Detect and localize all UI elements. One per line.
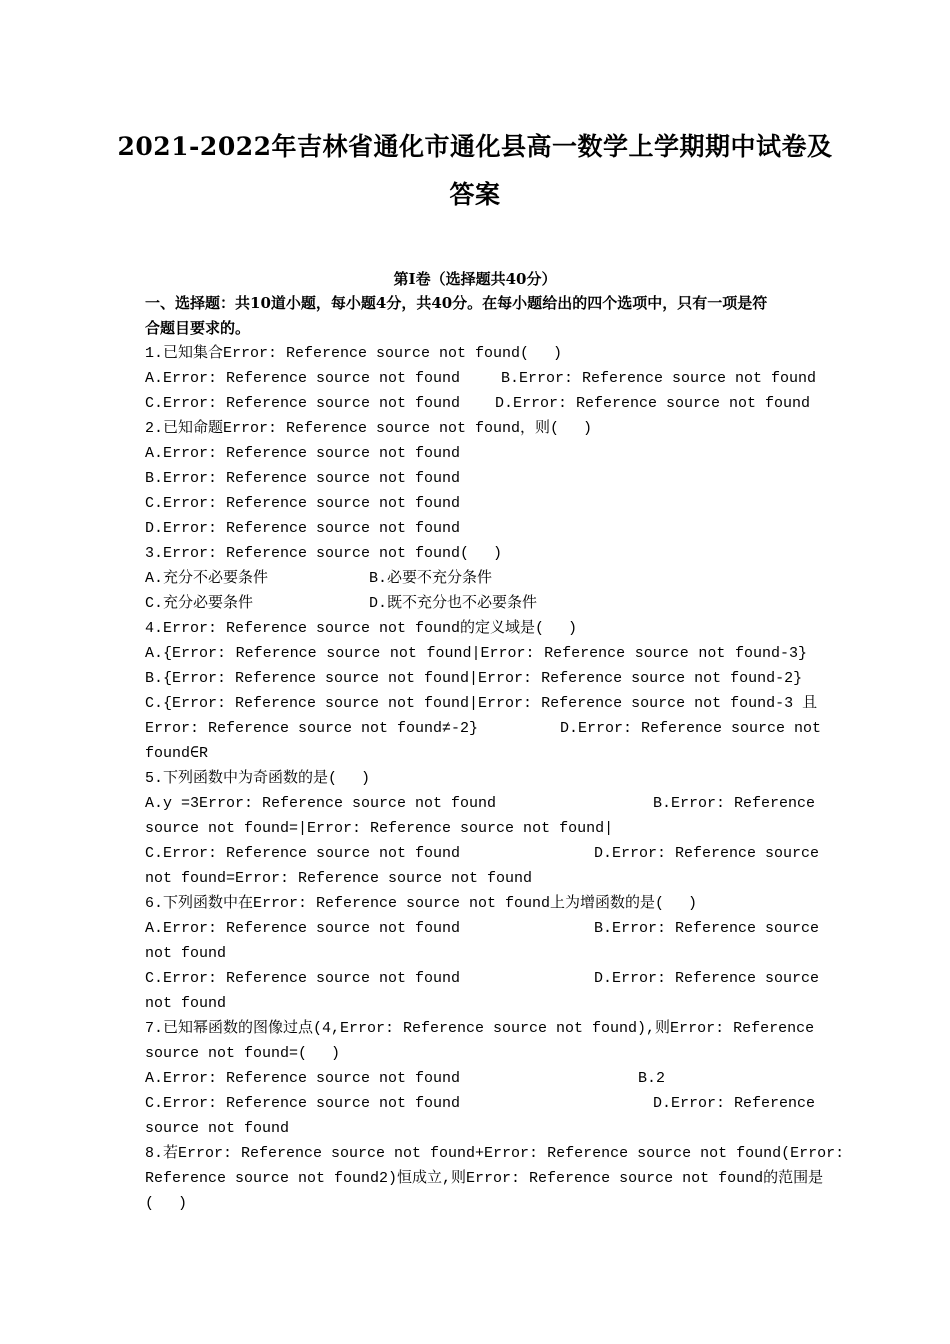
question-6-option-d-line-2: not found [145,995,227,1012]
question-7-option-d-line-2: source not found [145,1120,290,1137]
question-1-options-row-2 [145,391,811,416]
question-6-option-c: C.Error: Reference source not found [145,970,461,987]
question-5-option-b-line-1: B.Error: Reference [653,795,816,812]
question-6-stem: 6.下列函数中在Error: Reference source not found上为增函数的是( ) [145,895,698,912]
question-8-stem-line-1: 8.若Error: Reference source not found+Error: Reference source not found(Error: [145,1145,845,1162]
question-7-options-row-1 [145,1066,807,1091]
question-5-options-row-1 [145,791,816,816]
question-6-option-a: A.Error: Reference source not found [145,920,461,937]
question-6-option-d-line-1: D.Error: Reference source [594,970,820,987]
question-2-stem: 2.已知命题Error: Reference source not found，则( ) [145,420,593,437]
instructions-line-1: 一、选择题：共10道小题，每小题4分，共40分。在每小题给出的四个选项中，只有一项是符 [145,294,768,312]
question-7-stem-line-1: 7.已知幂函数的图像过点(4,Error: Reference source not found),则Error: Reference [145,1020,815,1037]
question-5-option-d-line-2: not found=Error: Reference source not found [145,870,533,887]
question-5-option-a: A.y =3Error: Reference source not found [145,795,497,812]
question-4-stem: 4.Error: Reference source not found的定义域是( ) [145,620,578,637]
question-2-option-b: B.Error: Reference source not found [145,470,461,487]
question-1-stem: 1.已知集合Error: Reference source not found( ) [145,345,563,362]
question-3-stem: 3.Error: Reference source not found( ) [145,545,503,562]
question-4-option-c-line-1: C.{Error: Reference source not found|Error: Reference source not found-3 且 [145,695,818,712]
question-7-option-d-line-1: D.Error: Reference [653,1095,816,1112]
question-6-options-row-1 [145,916,820,941]
question-4-options-row [145,716,822,741]
question-7-option-a: A.Error: Reference source not found [145,1070,461,1087]
question-1-option-d: D.Error: Reference source not found [495,395,811,412]
question-2-option-a: A.Error: Reference source not found [145,445,461,462]
question-2-option-c: C.Error: Reference source not found [145,495,461,512]
section-header: 第I卷（选择题共40分） [393,270,557,288]
question-7-stem-line-2: source not found=( ) [145,1045,341,1062]
question-1-option-c: C.Error: Reference source not found [145,395,461,412]
question-3-option-a: A.充分不必要条件 [145,570,269,587]
question-8-stem-line-3: ( ) [145,1195,188,1212]
question-1-options-row-1 [145,366,817,391]
question-3-option-b: B.必要不充分条件 [369,570,493,587]
question-4-option-a: A.{Error: Reference source not found|Error: Reference source not found-3} [145,645,807,662]
question-1-option-b: B.Error: Reference source not found [501,370,817,387]
question-3-options-row-1 [145,566,807,591]
question-7-option-b: B.2 [638,1070,666,1087]
question-3-options-row-2 [145,591,807,616]
question-4-option-c-line-2: Error: Reference source not found≠-2} [145,720,479,737]
question-6-option-b-line-1: B.Error: Reference source [594,920,820,937]
question-5-options-row-2 [145,841,820,866]
question-4-option-d-line-1: D.Error: Reference source not [560,720,822,737]
document-title-line-2: 答案 [449,180,501,209]
question-3-option-d: D.既不充分也不必要条件 [369,595,538,612]
question-6-options-row-2 [145,966,820,991]
question-5-option-c: C.Error: Reference source not found [145,845,461,862]
question-5-stem: 5.下列函数中为奇函数的是( ) [145,770,371,787]
question-4-option-b: B.{Error: Reference source not found|Error: Reference source not found-2} [145,670,803,687]
document-title-line-1: 2021-2022年吉林省通化市通化县高一数学上学期期中试卷及 [117,132,833,161]
question-2-option-d: D.Error: Reference source not found [145,520,461,537]
question-5-option-b-line-2: source not found=|Error: Reference source not found| [145,820,614,837]
question-7-options-row-2 [145,1091,816,1116]
instructions-line-2: 合题目要求的。 [145,319,251,337]
question-3-option-c: C.充分必要条件 [145,595,254,612]
question-1-option-a: A.Error: Reference source not found [145,370,461,387]
question-4-option-d-line-2: found∈R [145,745,209,762]
question-6-option-b-line-2: not found [145,945,227,962]
question-8-stem-line-2: Reference source not found2)恒成立,则Error: Reference source not found的范围是 [145,1170,824,1187]
question-5-option-d-line-1: D.Error: Reference source [594,845,820,862]
question-7-option-c: C.Error: Reference source not found [145,1095,461,1112]
